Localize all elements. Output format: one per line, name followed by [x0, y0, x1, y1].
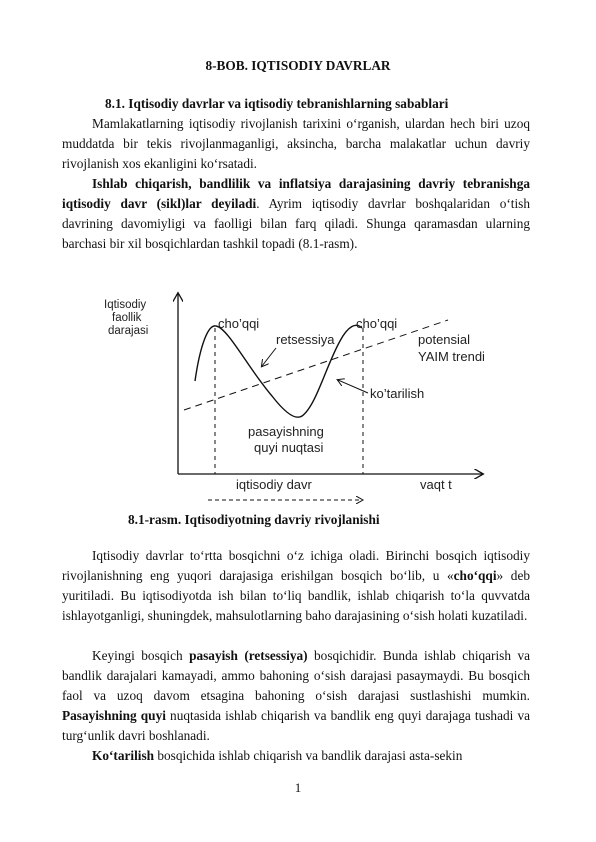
paragraph-definition: [62, 174, 530, 254]
peak-text-a: Iqtisodiy davrlar to‘rtta bosqichni o‘z ichiga oladi. Birinchi bosqich iqtisodiy rivojlanishning eng yuqori darajasiga erishilgan bosqich bo‘lib, u «: [62, 548, 530, 583]
cycle-label: iqtisodiy davr: [236, 477, 312, 492]
business-cycle-figure: [100, 286, 520, 508]
recession-label: retsessiya: [276, 332, 335, 347]
recession-text-a: Keyingi bosqich: [92, 648, 190, 663]
paragraph-recession: [62, 646, 530, 746]
peak1-label: cho’qqi: [218, 316, 260, 331]
trend-label-line2: YAIM trendi: [418, 349, 485, 364]
peak-text-b: » deb yuritiladi. Bu iqtisodiyotda ish bilan to‘liq bandlik, ishlab chiqarish to‘la quvvatda ishlayotganligi, shuningdek, mahsulotlarning baho darajasining o‘sish holati kuzatiladi.: [62, 568, 531, 623]
peak-term: cho‘qqi: [453, 568, 497, 583]
peak2-label: cho’qqi: [356, 316, 398, 331]
x-axis-label: vaqt t: [420, 477, 452, 492]
paragraph-recovery: [62, 746, 530, 766]
paragraph-intro: Mamlakatlarning iqtisodiy rivojlanish tarixini o‘rganish, ulardan hech biri uzoq muddatda bir tekis rivojlanmaganligi, aksincha, barcha malakatlar uchun davriy rivojlanish xos ekanligini ko‘rsatadi.: [62, 116, 530, 171]
trough-term: Pasayishning quyi: [62, 708, 166, 723]
section-title: 8.1. Iqtisodiy davrlar va iqtisodiy tebranishlarning sabablari: [105, 96, 449, 111]
recession-arrow: [262, 348, 276, 366]
trough-label-line1: pasayishning: [248, 424, 324, 439]
y-axis-label-line2: faollik: [112, 312, 142, 324]
chapter-title: 8-BOB. IQTISODIY DAVRLAR: [205, 58, 391, 73]
recession-term: pasayish (retsessiya): [189, 648, 308, 663]
recovery-term: Ko‘tarilish: [92, 748, 155, 763]
trend-label-line1: potensial: [418, 332, 471, 347]
y-axis-label-line3: darajasi: [108, 325, 149, 337]
definition-rest: . Ayrim iqtisodiy davrlar boshqalaridan o‘tish davrining davomiyligi va faolligi bilan farq qiladi. Shunga qaramasdan ularning barchasi bir xil bosqichlardan tashkil topadi (8.1-rasm).: [62, 196, 530, 251]
recession-text-b: bosqichidir. Bunda ishlab chiqarish va bandlik darajalari kamayadi, ammo bahoning o‘sish darajasi pasaymaydi. Bu bosqich faol va uzoq davom etsagina bahoning o‘sish darajasi sustlashishi mumkin.: [62, 648, 530, 703]
figure-caption: 8.1-rasm. Iqtisodiyotning davriy rivojlanishi: [128, 512, 380, 527]
recession-text-c: nuqtasida ishlab chiqarish va bandlik eng quyi darajaga tushadi va turg‘unlik davri boshlanadi.: [62, 708, 530, 743]
trough-label-line2: quyi nuqtasi: [254, 440, 324, 455]
recovery-text: bosqichida ishlab chiqarish va bandlik darajasi asta-sekin: [154, 748, 463, 763]
paragraph-peak: [62, 546, 530, 626]
recovery-label: ko’tarilish: [370, 386, 425, 401]
definition-bold: Ishlab chiqarish, bandlilik va inflatsiya darajasining davriy tebranishga iqtisodiy davr (sikl)lar deyiladi: [62, 176, 530, 211]
page-number: 1: [294, 780, 302, 795]
y-axis-label-line1: Iqtisodiy: [104, 299, 147, 311]
